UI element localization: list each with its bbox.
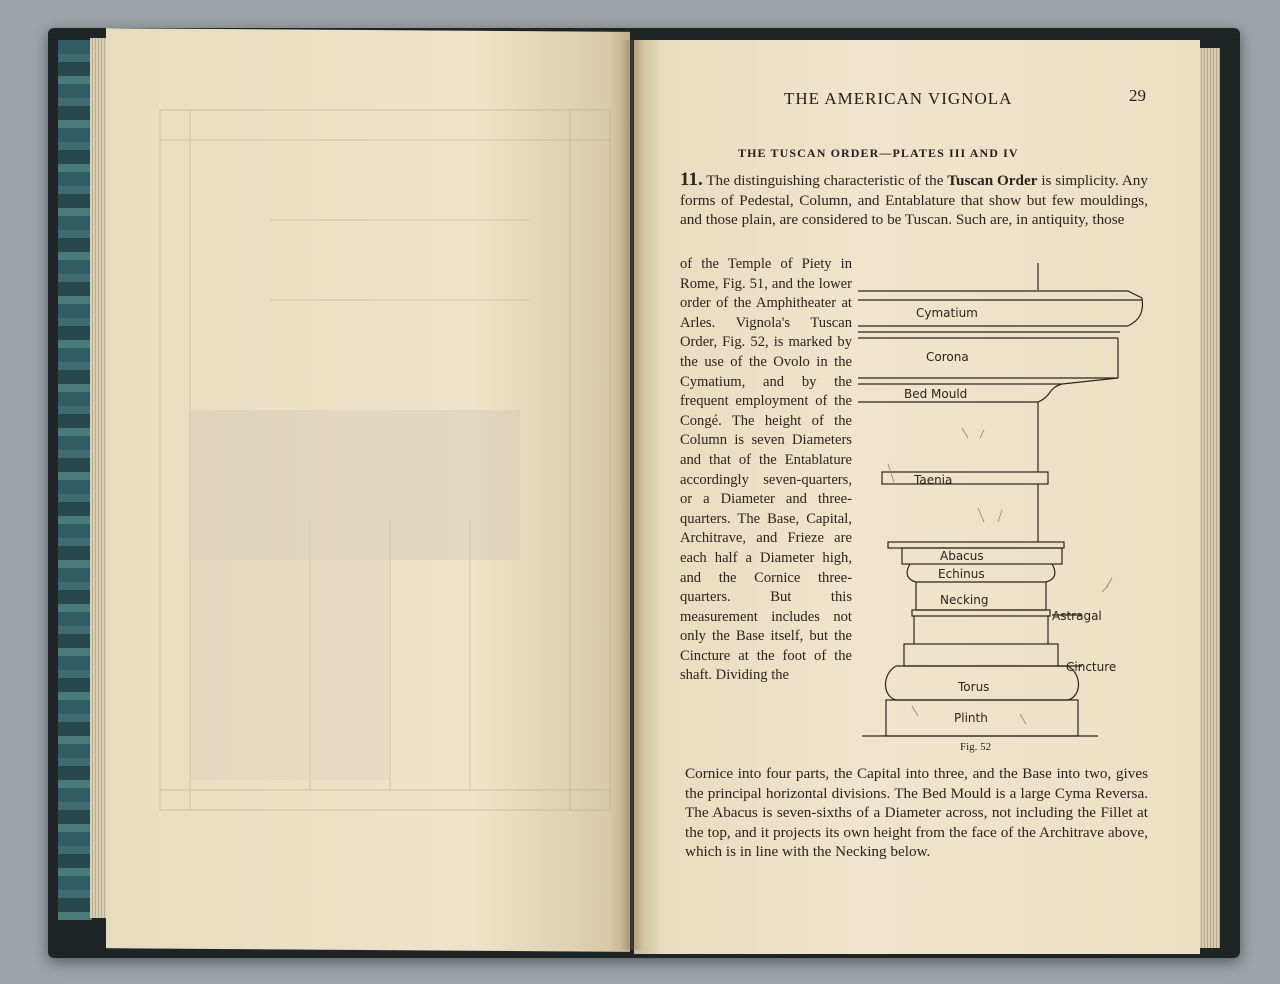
paragraph-11-continuation: Cornice into four parts, the Capital into three, and the Base into two, gives the principal horizontal divisions. The Bed Mould is a large Cyma Reversa. The Abacus is seven-sixths of a Diameter across, not including the Fillet at the top, and it projects its own height from the face of the Architrave above, which is in line with the Necking below.: [685, 765, 1148, 860]
page-number: 29: [1129, 86, 1146, 105]
section-title: THE TUSCAN ORDER—PLATES III AND IV: [738, 146, 1019, 160]
paragraph-opening-text: The distinguishing characteristic of the Tuscan Order is simplicity. Any forms of Pedestal, Column, and Entablature that show but few mouldings, and those plain, are considered to be Tuscan. Such are, in antiquity, those: [680, 172, 1148, 228]
label-taenia: Taenia: [914, 473, 953, 487]
paragraph-11-opening: [680, 170, 1148, 230]
left-page-show-through: [150, 100, 620, 820]
label-cymatium: Cymatium: [916, 306, 978, 320]
label-bed-mould: Bed Mould: [904, 387, 968, 401]
label-plinth: Plinth: [954, 711, 988, 725]
paragraph-number: 11.: [680, 169, 703, 190]
label-astragal: Astragal: [1052, 609, 1102, 623]
label-cincture: Cincture: [1066, 660, 1117, 674]
label-torus: Torus: [958, 680, 990, 694]
label-abacus: Abacus: [940, 549, 984, 563]
running-head: THE AMERICAN VIGNOLA: [784, 89, 1013, 108]
book-gutter-shadow: [620, 40, 644, 950]
paragraph-side-column: of the Temple of Piety in Rome, Fig. 51, and the lower order of the Amphitheater at Arles. Vignola's Tuscan Order, Fig. 52, is marked by the use of the Ovolo in the Cymatium, and by the frequent employment of the Congé. The height of the Column is seven Diameters and that of the Entablature accordingly seven-quarters, or a Diameter and three-quarters. The Base, Capital, Architrave, and Frieze are each half a Diameter high, and the Cornice three-quarters. But this measurement includes not only the Base itself, but the Cincture at the foot of the shaft. Dividing the: [680, 256, 852, 684]
label-echinus: Echinus: [938, 567, 985, 581]
label-corona: Corona: [926, 350, 969, 364]
label-necking: Necking: [940, 593, 989, 607]
figure-caption: Fig. 52: [960, 741, 992, 753]
marbled-page-edge: [58, 40, 94, 920]
figure-52-tuscan-order: [852, 260, 1152, 760]
